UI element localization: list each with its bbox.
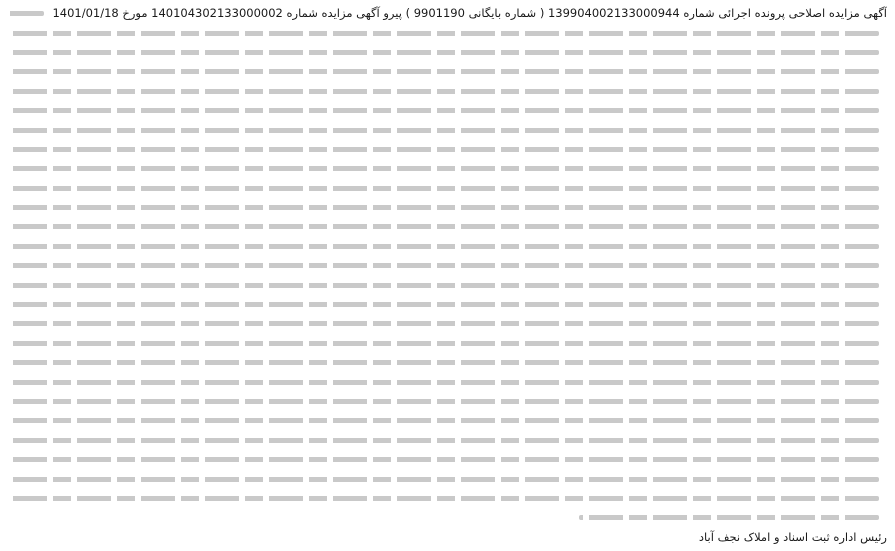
notice-line-7 xyxy=(8,120,887,139)
unreadable-text-placeholder xyxy=(8,50,879,55)
notice-line-14 xyxy=(8,256,887,275)
notice-line-8 xyxy=(8,140,887,159)
unreadable-text-placeholder xyxy=(8,205,879,210)
notice-line-13 xyxy=(8,237,887,256)
notice-line-26 xyxy=(8,489,887,508)
unreadable-text-placeholder xyxy=(8,399,879,404)
unreadable-text-placeholder xyxy=(8,263,879,268)
notice-line-4 xyxy=(8,62,887,81)
notice-line-text: آگهی مزایده اصلاحی پرونده اجرائی شماره 139904002133000944 ( شماره بایگانی 9901190 ) پیرو آگهی مزایده شماره 140104302133000002 مورخ 1401/01/18 xyxy=(52,6,887,20)
notice-line-24 xyxy=(8,450,887,469)
notice-line-20 xyxy=(8,372,887,391)
unreadable-text-placeholder xyxy=(8,11,44,16)
unreadable-text-placeholder xyxy=(8,341,879,346)
unreadable-text-placeholder xyxy=(8,128,879,133)
notice-line-6 xyxy=(8,101,887,120)
unreadable-text-placeholder xyxy=(8,360,879,365)
unreadable-text-placeholder xyxy=(8,477,879,482)
unreadable-text-placeholder xyxy=(8,166,879,171)
unreadable-text-placeholder xyxy=(8,69,879,74)
notice-line-18 xyxy=(8,334,887,353)
signature-text: رئیس اداره ثبت اسناد و املاک نجف آباد xyxy=(698,529,887,544)
unreadable-text-placeholder xyxy=(8,496,879,501)
notice-line-9 xyxy=(8,159,887,178)
notice-line-12 xyxy=(8,217,887,236)
notice-line-5 xyxy=(8,82,887,101)
unreadable-text-placeholder xyxy=(8,457,879,462)
notice-line-17 xyxy=(8,314,887,333)
notice-line-3 xyxy=(8,43,887,62)
unreadable-text-placeholder xyxy=(8,283,879,288)
notice-line-10 xyxy=(8,179,887,198)
notice-line-23 xyxy=(8,431,887,450)
unreadable-text-placeholder xyxy=(8,438,879,443)
auction-notice xyxy=(6,4,889,547)
unreadable-text-placeholder xyxy=(8,186,879,191)
notice-line-25 xyxy=(8,469,887,488)
notice-line-19 xyxy=(8,353,887,372)
unreadable-text-placeholder xyxy=(8,244,879,249)
unreadable-text-placeholder xyxy=(8,302,879,307)
unreadable-text-placeholder xyxy=(8,418,879,423)
notice-line-2 xyxy=(8,23,887,42)
notice-line-16 xyxy=(8,295,887,314)
notice-line-27 xyxy=(8,508,887,527)
unreadable-text-placeholder xyxy=(8,224,879,229)
unreadable-text-placeholder xyxy=(8,147,879,152)
notice-line-22 xyxy=(8,411,887,430)
unreadable-text-placeholder xyxy=(8,321,879,326)
unreadable-text-placeholder xyxy=(8,380,879,385)
unreadable-text-placeholder xyxy=(579,515,879,520)
unreadable-text-placeholder xyxy=(8,31,879,36)
unreadable-text-placeholder xyxy=(8,89,879,94)
notice-signature-line xyxy=(8,528,887,547)
notice-line-21 xyxy=(8,392,887,411)
notice-line-15 xyxy=(8,275,887,294)
unreadable-text-placeholder xyxy=(8,108,879,113)
notice-line-1 xyxy=(8,4,887,23)
notice-line-11 xyxy=(8,198,887,217)
